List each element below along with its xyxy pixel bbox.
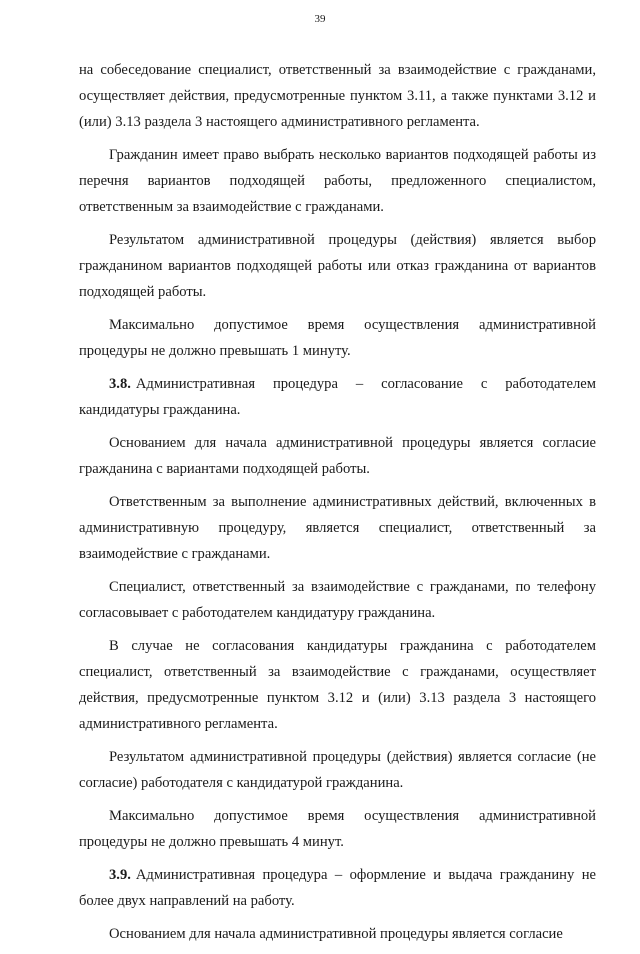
- page-number: 39: [314, 13, 326, 25]
- section-text: Административная процедура – согласование с работодателем кандидатуры гражданина.: [79, 376, 596, 418]
- paragraph: Специалист, ответственный за взаимодействие с гражданами, по телефону согласовывает с работодателем кандидатуру гражданина.: [79, 579, 596, 621]
- paragraph: Результатом административной процедуры (действия) является выбор гражданином вариантов подходящей работы или отказ гражданина от вариантов подходящей работы.: [79, 232, 596, 300]
- paragraph-continuation: на собеседование специалист, ответственный за взаимодействие с гражданами, осуществляет действия, предусмотренные пунктом 3.11, а также пунктами 3.12 и (или) 3.13 раздела 3 настоящего административного регламента.: [79, 62, 596, 130]
- section-number: 3.8.: [109, 376, 131, 392]
- paragraph: Основанием для начала административной процедуры является согласие гражданина с вариантами подходящей работы.: [79, 435, 596, 477]
- section-heading-paragraph: [79, 862, 596, 914]
- paragraph: Ответственным за выполнение административных действий, включенных в административную процедуру, является специалист, ответственный за взаимодействие с гражданами.: [79, 494, 596, 562]
- paragraph: Максимально допустимое время осуществления административной процедуры не должно превышать 4 минут.: [79, 808, 596, 850]
- paragraph: Результатом административной процедуры (действия) является согласие (не согласие) работодателя с кандидатурой гражданина.: [79, 749, 596, 791]
- section-heading-paragraph: [79, 371, 596, 423]
- section-text: Административная процедура – оформление и выдача гражданину не более двух направлений на работу.: [79, 867, 596, 909]
- paragraph: В случае не согласования кандидатуры гражданина с работодателем специалист, ответственный за взаимодействие с гражданами, осуществляет действия, предусмотренные пунктом 3.12 и (или) 3.13 раздела 3 настоящего административного регламента.: [79, 638, 596, 732]
- section-number: 3.9.: [109, 867, 131, 883]
- paragraph: Максимально допустимое время осуществления административной процедуры не должно превышать 1 минуту.: [79, 317, 596, 359]
- paragraph: Основанием для начала административной процедуры является согласие: [109, 926, 563, 942]
- document-body: [79, 57, 596, 954]
- paragraph: Гражданин имеет право выбрать несколько вариантов подходящей работы из перечня вариантов подходящей работы, предложенного специалистом, ответственным за взаимодействие с гражданами.: [79, 147, 596, 215]
